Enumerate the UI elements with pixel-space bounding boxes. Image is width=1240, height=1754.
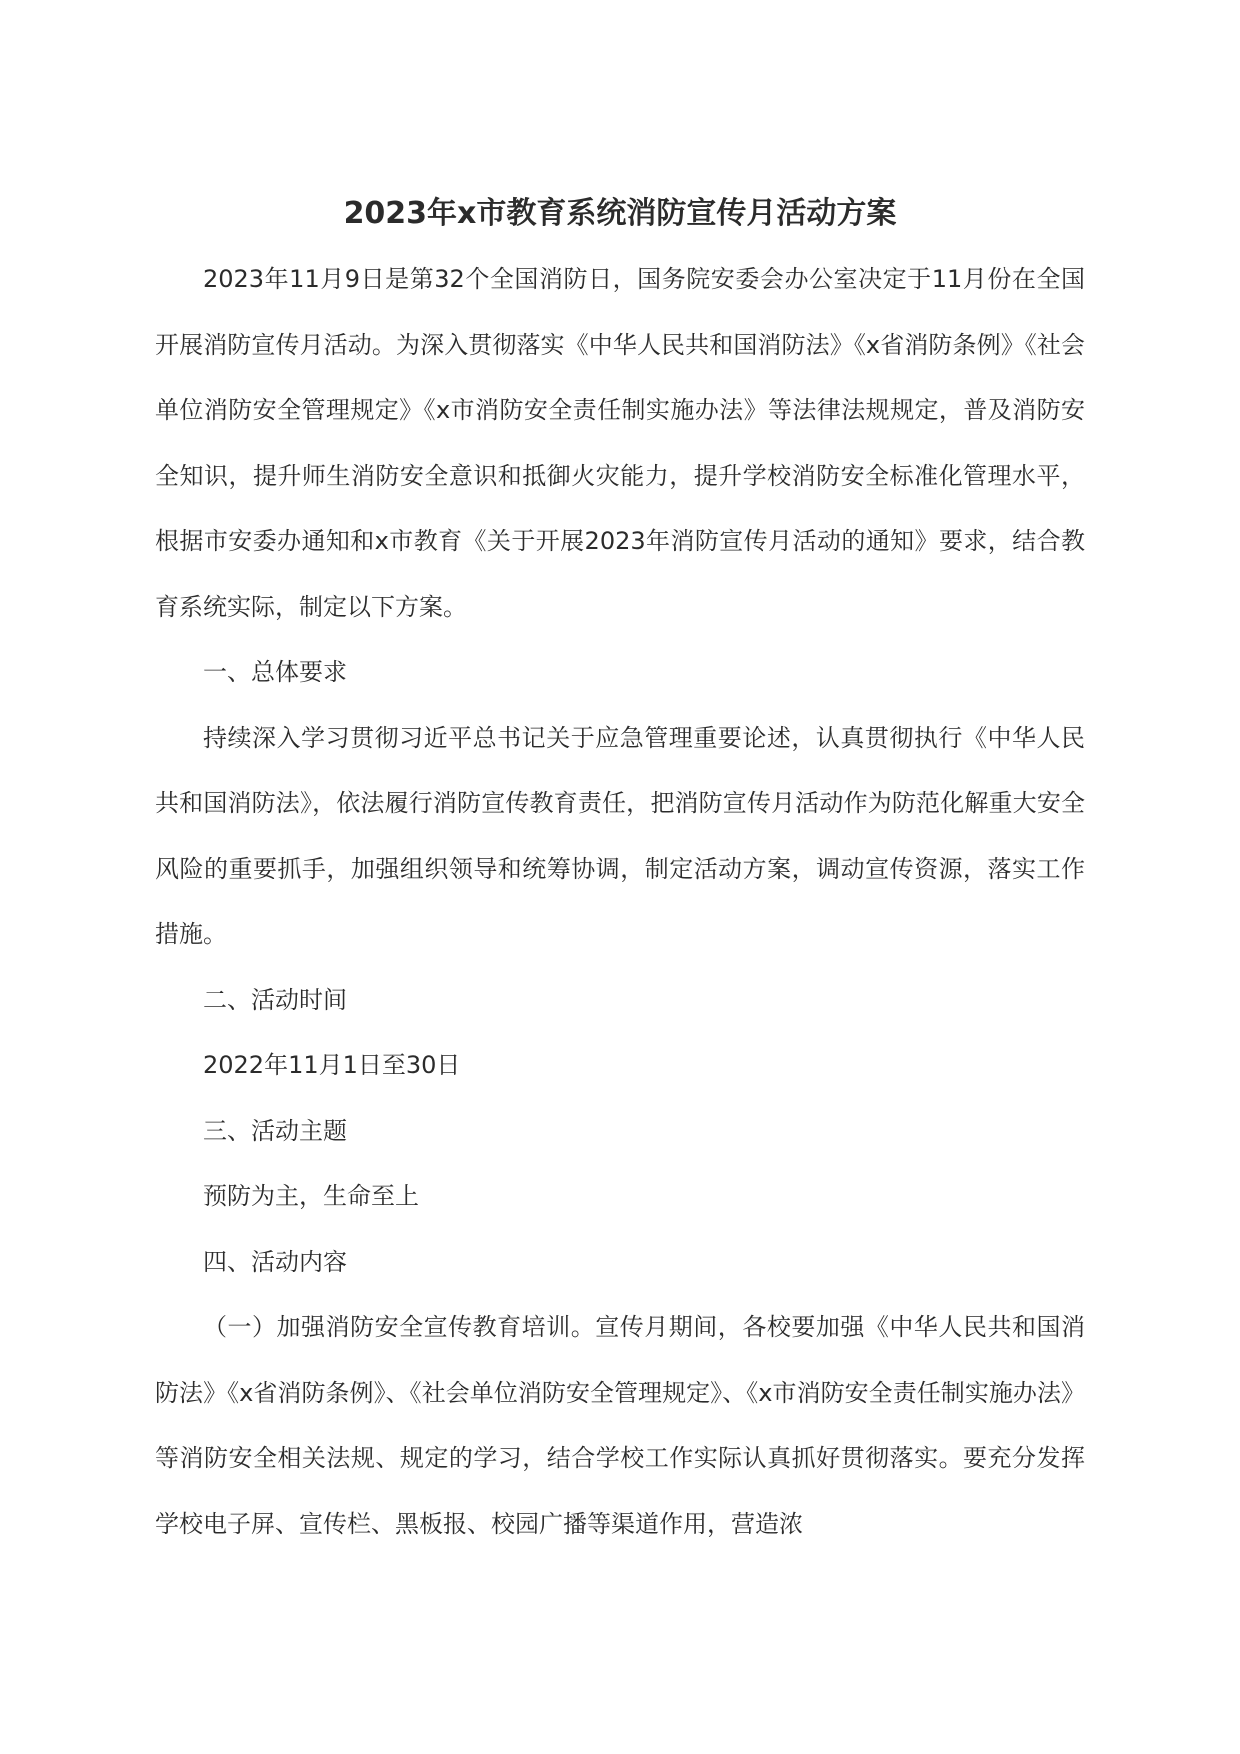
section-text-activity-content: （一）加强消防安全宣传教育培训。宣传月期间，各校要加强《中华人民共和国消防法》《x省消防条例》、《社会单位消防安全管理规定》、《x市消防安全责任制实施办法》等消防安全相关法规、规定的学习，结合学校工作实际认真抓好贯彻落实。要充分发挥学校电子屏、宣传栏、黑板报、校园广播等渠道作用，营造浓 — [155, 1313, 1085, 1538]
section-heading-general-requirements: 一、总体要求 — [203, 658, 347, 686]
section-text-activity-theme: 预防为主，生命至上 — [203, 1182, 419, 1210]
document-title: 2023年x市教育系统消防宣传月活动方案 — [343, 196, 897, 231]
section-heading-activity-time: 二、活动时间 — [203, 985, 347, 1014]
intro-paragraph: 2023年11月9日是第32个全国消防日，国务院安委会办公室决定于11月份在全国开展消防宣传月活动。为深入贯彻落实《中华人民共和国消防法》《x省消防条例》《社会单位消防安全管理规定》《x市消防安全责任制实施办法》等法律法规规定，普及消防安全知识，提升师生消防安全意识和抵御火灾能力，提升学校消防安全标准化管理水平，根据市安委办通知和x市教育《关于开展2023年消防宣传月活动的通知》要求，结合教育系统实际，制定以下方案。 — [155, 265, 1085, 621]
document-body — [155, 247, 1085, 1557]
section-heading-activity-theme: 三、活动主题 — [203, 1116, 347, 1145]
section-text-activity-time: 2022年11月1日至30日 — [203, 1051, 461, 1079]
section-heading-activity-content: 四、活动内容 — [203, 1247, 347, 1276]
section-text-general-requirements: 持续深入学习贯彻习近平总书记关于应急管理重要论述，认真贯彻执行《中华人民共和国消防法》，依法履行消防宣传教育责任，把消防宣传月活动作为防范化解重大安全风险的重要抓手，加强组织领导和统筹协调，制定活动方案，调动宣传资源，落实工作措施。 — [155, 723, 1085, 948]
